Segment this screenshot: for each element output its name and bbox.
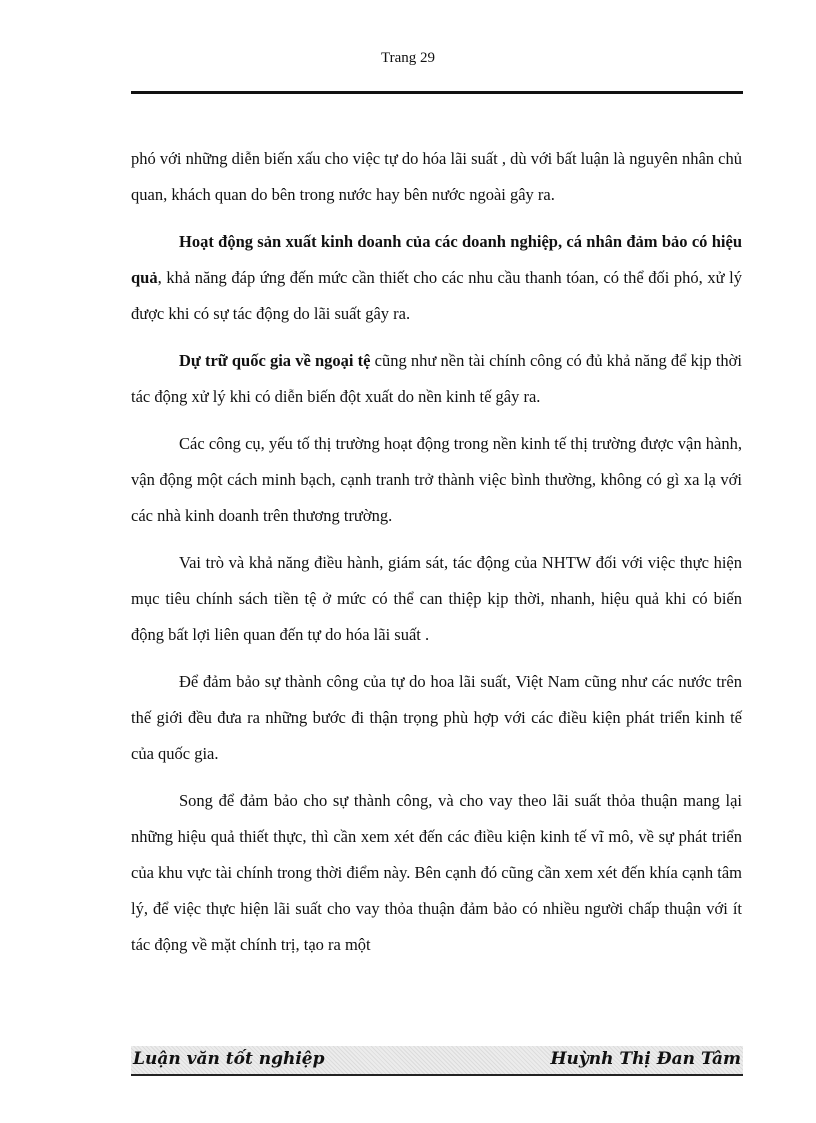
paragraph-7: [131, 783, 742, 963]
paragraph-5: [131, 545, 742, 653]
paragraph-5-text: Vai trò và khả năng điều hành, giám sát, tác động của NHTW đối với việc thực hiện mục tiêu chính sách tiền tệ ở mức có thể can thiệp kịp thời, nhanh, hiệu quả khi có biến động bất lợi liên quan đến tự do hóa lãi suất .: [131, 553, 742, 644]
page-footer: [131, 1046, 743, 1076]
paragraph-6: [131, 664, 742, 772]
paragraph-3-text: cũng như nền tài chính công có đủ khả năng để kịp thời tác động xử lý khi có diễn biến đột xuất do nền kinh tế gây ra.: [131, 351, 742, 406]
document-body: [131, 141, 742, 974]
page-number: Trang 29: [380, 50, 436, 66]
paragraph-1: [131, 141, 742, 213]
footer-thesis-label: Luận văn tốt nghiệp: [133, 1049, 325, 1069]
paragraph-6-text: Để đảm bảo sự thành công của tự do hoa lãi suất, Việt Nam cũng như các nước trên thế giới đều đưa ra những bước đi thận trọng phù hợp với các điều kiện phát triển kinh tế của quốc gia.: [131, 672, 742, 763]
paragraph-4-text: Các công cụ, yếu tố thị trường hoạt động trong nền kinh tế thị trường được vận hành, vận động một cách minh bạch, cạnh tranh trở thành việc bình thường, không có gì xa lạ với các nhà kinh doanh trên thương trường.: [131, 434, 742, 525]
paragraph-2-text: , khả năng đáp ứng đến mức cần thiết cho các nhu cầu thanh tóan, có thể đối phó, xử lý được khi có sự tác động do lãi suất gây ra.: [131, 268, 742, 323]
paragraph-7-text: Song để đảm bảo cho sự thành công, và cho vay theo lãi suất thỏa thuận mang lại những hiệu quả thiết thực, thì cần xem xét đến các điều kiện kinh tế vĩ mô, về sự phát triển của khu vực tài chính trong thời điểm này. Bên cạnh đó cũng cần xem xét đến khía cạnh tâm lý, để việc thực hiện lãi suất cho vay thỏa thuận đảm bảo có nhiều người chấp thuận với ít tác động về mặt chính trị, tạo ra một: [131, 791, 742, 954]
paragraph-3: [131, 343, 742, 415]
paragraph-4: [131, 426, 742, 534]
paragraph-1-text: phó với những diễn biến xấu cho việc tự do hóa lãi suất , dù với bất luận là nguyên nhân chủ quan, khách quan do bên trong nước hay bên nước ngoài gây ra.: [131, 149, 742, 204]
paragraph-2: [131, 224, 742, 332]
header-divider: [131, 91, 743, 94]
paragraph-2-bold: Hoạt động sản xuất kinh doanh của các doanh nghiệp, cá nhân đảm bảo có hiệu quả: [131, 232, 742, 287]
paragraph-3-bold: Dự trữ quốc gia về ngoại tệ: [179, 351, 371, 370]
footer-author-name: Huỳnh Thị Đan Tâm: [550, 1049, 741, 1069]
